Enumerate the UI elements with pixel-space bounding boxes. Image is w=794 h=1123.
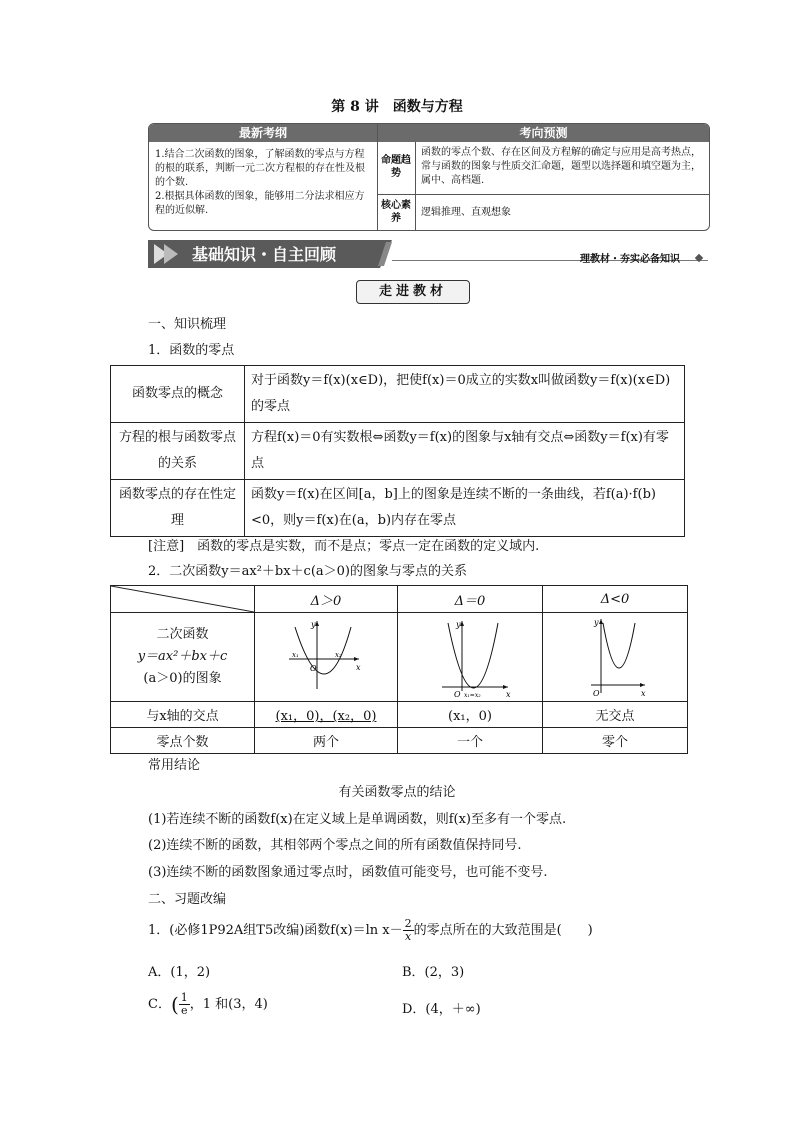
question-text: 1．(必修1P92A组T5改编)函数f(x)＝ln x－ (148, 923, 403, 938)
graph-no-root (543, 613, 688, 702)
fraction-numerator: 2 (404, 917, 412, 930)
section-banner (148, 240, 392, 268)
table-cell-value: 两个 (255, 728, 398, 754)
axis-label: O (593, 689, 600, 697)
option-b[interactable]: B．(2，3) (402, 965, 465, 980)
page-title: 第 8 讲 函数与方程 (331, 99, 463, 115)
table-row (111, 613, 688, 702)
graph-one-root (398, 613, 543, 702)
root-label: x₂ (335, 651, 342, 659)
trend-label: 命题趋势 (381, 155, 411, 179)
fraction-denominator: x (404, 930, 412, 943)
graph-row-label (111, 613, 255, 702)
parabola-two-roots-graph (255, 613, 397, 697)
axis-label: x (506, 690, 511, 697)
option-text: ，1 和(3，4) (189, 997, 268, 1012)
fraction-denominator: e (181, 1004, 188, 1017)
parabola-no-root-graph (543, 613, 687, 697)
literacy-label: 核心素养 (381, 200, 411, 224)
syllabus-item: 1.结合二次函数的图象，了解函数的零点与方程的根的联系，判断一元二次方程根的存在性及根的个数. (155, 149, 365, 188)
table-cell-key: 函数零点的存在性定理 (111, 480, 245, 537)
section-heading-1: 一、知识梳理 (148, 317, 227, 332)
table-header: Δ<0 (543, 586, 688, 613)
table-cell-value: (x₁，0) (398, 702, 543, 728)
table-cell-value: 一个 (398, 728, 543, 754)
graph-two-roots (255, 613, 398, 702)
parabola-one-root-graph (398, 613, 542, 697)
table-cell-value: 函数y＝f(x)在区间[a，b]上的图象是连续不断的一条曲线，若f(a)·f(b)<0，则y＝f(x)在(a，b)内存在零点 (245, 480, 685, 537)
root-label: x₁ (292, 651, 299, 659)
option-d[interactable]: D．(4，＋∞) (402, 1002, 481, 1017)
section-heading-2: 二、习题改编 (148, 892, 227, 907)
axis-label: O (310, 664, 317, 673)
table-row (111, 728, 688, 754)
option-c[interactable]: C．( $\frac{1}{e}$ ，1 和(3，4) (148, 991, 268, 1017)
fraction (179, 992, 190, 1017)
axis-label: O (454, 690, 461, 697)
option-label: C． (148, 997, 171, 1012)
common-conclusions-heading: 常用结论 (148, 758, 201, 773)
note: [注意] 函数的零点是实数，而不是点；零点一定在函数的定义域内. (148, 539, 540, 554)
table-row (111, 480, 685, 537)
table-cell-value: 无交点 (543, 702, 688, 728)
fraction (403, 918, 414, 943)
axis-label: x (641, 689, 646, 697)
table-corner (111, 586, 255, 613)
graph-label-line: 二次函数 (156, 627, 209, 642)
table-cell-key: 函数零点的概念 (111, 366, 245, 423)
option-a[interactable]: A．(1，2) (148, 965, 211, 980)
table-header: Δ＞0 (255, 586, 398, 613)
fraction-numerator: 1 (180, 991, 188, 1004)
axis-label: y (311, 620, 316, 629)
axis-label: y (456, 620, 461, 629)
forecast-heading: 考向预测 (378, 124, 709, 142)
banner-right-text: 理教材・夯实必备知识 (580, 254, 680, 265)
table-cell-key: 方程的根与函数零点的关系 (111, 423, 245, 480)
banner-text: 基础知识・自主回顾 (192, 245, 337, 264)
syllabus-item: 2.根据具体函数的图象，能够用二分法求相应方程的近似解. (155, 191, 365, 216)
syllabus-items (155, 148, 371, 218)
syllabus-box (148, 123, 710, 231)
conclusion-item: (2)连续不断的函数，其相邻两个零点之间的所有函数值保持同号. (148, 838, 522, 853)
graph-label-line: y＝ax²＋bx＋c (137, 649, 228, 664)
question-1 (148, 918, 593, 943)
conclusion-item: (1)若连续不断的函数f(x)在定义域上是单调函数，则f(x)至多有一个零点. (148, 812, 567, 827)
table-header: Δ＝0 (398, 586, 543, 613)
table-row (111, 366, 685, 423)
axis-label: y (594, 618, 599, 627)
conclusions-title: 有关函数零点的结论 (338, 785, 456, 800)
table-cell-value: 方程f(x)＝0有实数根⇔函数y＝f(x)的图象与x轴有交点⇔函数y＝f(x)有零点 (245, 423, 685, 480)
table-row (111, 586, 688, 613)
syllabus-heading: 最新考纲 (149, 124, 377, 142)
axis-label: x (356, 663, 361, 672)
literacy-text: 逻辑推理、直观想象 (421, 207, 511, 218)
table-cell-value: 零个 (543, 728, 688, 754)
table-cell-key: 与x轴的交点 (111, 702, 255, 728)
graph-label-line: (a＞0)的图象 (143, 671, 222, 686)
zero-point-table (110, 365, 685, 537)
question-text: 的零点所在的大致范围是( ) (413, 923, 593, 938)
table-row (111, 702, 688, 728)
trend-text: 函数的零点个数、存在区间及方程解的确定与应用是高考热点，常与函数的图象与性质交汇命题，题型以选择题和填空题为主，属中、高档题. (421, 147, 701, 186)
conclusion-item: (3)连续不断的函数图象通过零点时，函数值可能变号，也可能不变号. (148, 865, 548, 880)
subsection-heading-1: 1．函数的零点 (148, 343, 235, 358)
table-cell-value: (x₁，0)，(x₂，0) (255, 702, 398, 728)
sub-banner: 走进教材 (356, 280, 470, 304)
table-row (111, 423, 685, 480)
quadratic-table (110, 585, 688, 754)
subsection-heading-2: 2．二次函数y＝ax²＋bx＋c(a＞0)的图象与零点的关系 (148, 564, 468, 579)
root-label: x₁=x₂ (464, 692, 481, 697)
table-cell-value: 对于函数y＝f(x)(x∈D)，把使f(x)＝0成立的实数x叫做函数y＝f(x)(x∈D)的零点 (245, 366, 685, 423)
table-cell-key: 零点个数 (111, 728, 255, 754)
